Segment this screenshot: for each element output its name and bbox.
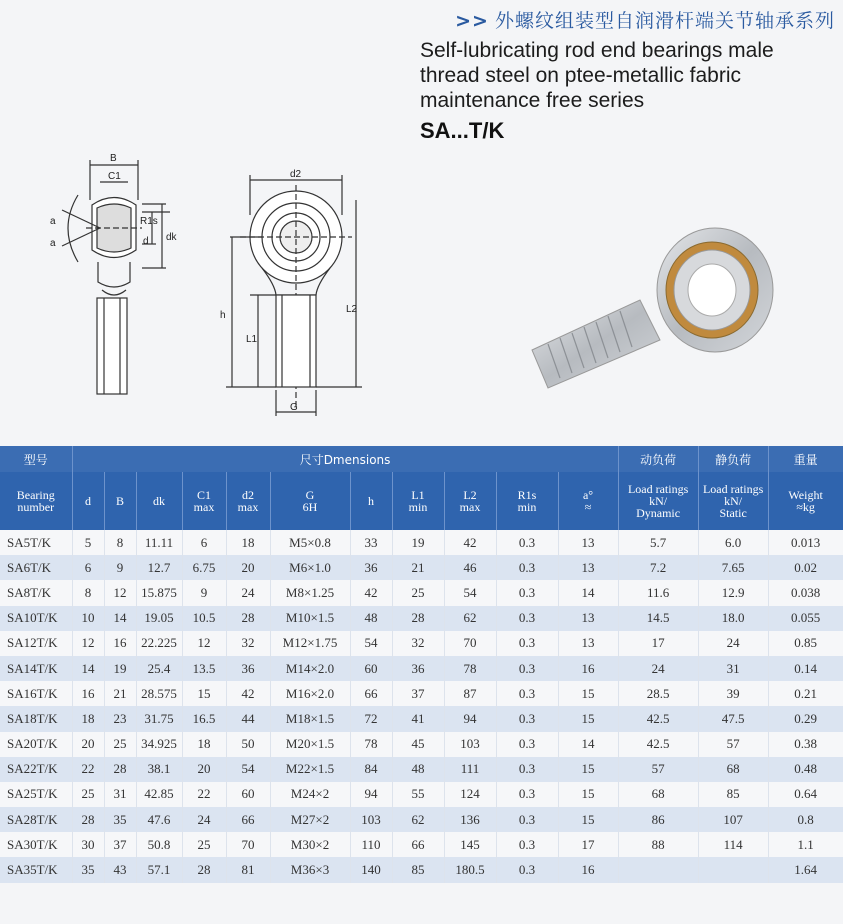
table-cell: 1.1 bbox=[768, 832, 843, 857]
table-cell: 5 bbox=[72, 530, 104, 555]
table-cell: 15 bbox=[558, 757, 618, 782]
table-cell: 13 bbox=[558, 530, 618, 555]
column-header-line2: ≈ bbox=[584, 500, 592, 514]
table-cell: 42.85 bbox=[136, 782, 182, 807]
table-cell: 0.038 bbox=[768, 580, 843, 605]
column-header bbox=[182, 472, 226, 530]
table-cell: M20×1.5 bbox=[270, 732, 350, 757]
table-cell: 36 bbox=[392, 656, 444, 681]
table-cell: 6 bbox=[182, 530, 226, 555]
table-cell: 0.3 bbox=[496, 706, 558, 731]
table-cell: 6 bbox=[72, 555, 104, 580]
table-row bbox=[0, 530, 843, 555]
table-cell: 66 bbox=[392, 832, 444, 857]
english-title-line-1: Self-lubricating rod end bearings male bbox=[420, 39, 774, 62]
table-cell: 0.85 bbox=[768, 631, 843, 656]
column-header-line1: d bbox=[85, 494, 91, 508]
table-cell: 25 bbox=[104, 732, 136, 757]
catalog-header bbox=[0, 0, 843, 440]
table-cell: 0.013 bbox=[768, 530, 843, 555]
table-cell: 31 bbox=[698, 656, 768, 681]
table-cell: 47.5 bbox=[698, 706, 768, 731]
table-cell: 12 bbox=[72, 631, 104, 656]
table-cell: 16 bbox=[72, 681, 104, 706]
table-cell: 57 bbox=[698, 732, 768, 757]
table-cell: M12×1.75 bbox=[270, 631, 350, 656]
table-cell: 39 bbox=[698, 681, 768, 706]
column-header-line1: R1s bbox=[517, 488, 537, 502]
table-row bbox=[0, 832, 843, 857]
table-row bbox=[0, 656, 843, 681]
table-cell: 14.5 bbox=[618, 606, 698, 631]
column-header bbox=[0, 472, 72, 530]
table-cell: 37 bbox=[104, 832, 136, 857]
table-cell: 35 bbox=[104, 807, 136, 832]
bearing-number-cell: SA20T/K bbox=[0, 732, 72, 757]
bearing-number-cell: SA14T/K bbox=[0, 656, 72, 681]
column-header bbox=[444, 472, 496, 530]
table-cell: 14 bbox=[72, 656, 104, 681]
table-cell: 42 bbox=[350, 580, 392, 605]
rod-end-bearing-illustration bbox=[532, 228, 773, 388]
table-cell: 20 bbox=[226, 555, 270, 580]
column-header bbox=[392, 472, 444, 530]
column-header bbox=[350, 472, 392, 530]
label-R1s: R1s bbox=[140, 216, 158, 227]
table-cell: 28.5 bbox=[618, 681, 698, 706]
column-header-line1: Weight bbox=[788, 488, 823, 502]
table-cell: 94 bbox=[350, 782, 392, 807]
table-cell: 28 bbox=[104, 757, 136, 782]
bearing-number-cell: SA22T/K bbox=[0, 757, 72, 782]
table-cell: 41 bbox=[392, 706, 444, 731]
table-cell bbox=[698, 857, 768, 882]
double-arrow-icon: >> bbox=[455, 10, 489, 32]
table-cell: 11.11 bbox=[136, 530, 182, 555]
table-cell: 11.6 bbox=[618, 580, 698, 605]
table-cell: 13 bbox=[558, 631, 618, 656]
column-header-line2: min bbox=[408, 500, 428, 514]
technical-drawings bbox=[0, 0, 843, 440]
table-cell: 0.64 bbox=[768, 782, 843, 807]
chinese-title-text: 外螺纹组装型自润滑杆端关节轴承系列 bbox=[494, 10, 835, 32]
table-cell: 15.875 bbox=[136, 580, 182, 605]
column-header bbox=[698, 472, 768, 530]
table-cell: 0.3 bbox=[496, 782, 558, 807]
table-cell: 16.5 bbox=[182, 706, 226, 731]
table-cell: 34.925 bbox=[136, 732, 182, 757]
table-cell: 21 bbox=[392, 555, 444, 580]
table-cell: 36 bbox=[226, 656, 270, 681]
table-cell: 0.3 bbox=[496, 732, 558, 757]
column-header-line2: Dynamic bbox=[636, 506, 681, 520]
table-row bbox=[0, 782, 843, 807]
table-cell: 84 bbox=[350, 757, 392, 782]
label-L1: L1 bbox=[246, 334, 258, 345]
table-cell: 1.64 bbox=[768, 857, 843, 882]
table-cell: 50 bbox=[226, 732, 270, 757]
group-dimensions: 尺寸Dmensions bbox=[72, 446, 618, 472]
table-cell: 0.3 bbox=[496, 606, 558, 631]
table-cell: 28 bbox=[182, 857, 226, 882]
label-a-lower: a bbox=[50, 238, 56, 249]
table-row bbox=[0, 606, 843, 631]
table-cell: 0.3 bbox=[496, 832, 558, 857]
column-header bbox=[496, 472, 558, 530]
table-cell: 22 bbox=[72, 757, 104, 782]
table-cell: 180.5 bbox=[444, 857, 496, 882]
table-cell: 107 bbox=[698, 807, 768, 832]
table-cell: 110 bbox=[350, 832, 392, 857]
table-cell: 28.575 bbox=[136, 681, 182, 706]
table-cell: 6.75 bbox=[182, 555, 226, 580]
column-header-line1: dk bbox=[153, 494, 165, 508]
table-cell: M24×2 bbox=[270, 782, 350, 807]
table-row bbox=[0, 757, 843, 782]
table-cell: 38.1 bbox=[136, 757, 182, 782]
table-row bbox=[0, 807, 843, 832]
column-header-line1: B bbox=[115, 494, 124, 508]
table-cell: 36 bbox=[350, 555, 392, 580]
table-cell: 57.1 bbox=[136, 857, 182, 882]
table-cell: 24 bbox=[698, 631, 768, 656]
table-cell: 19.05 bbox=[136, 606, 182, 631]
table-cell: 103 bbox=[350, 807, 392, 832]
column-header bbox=[768, 472, 843, 530]
label-B: B bbox=[110, 153, 117, 164]
table-cell: 24 bbox=[618, 656, 698, 681]
table-cell: 14 bbox=[104, 606, 136, 631]
label-h: h bbox=[220, 310, 226, 321]
bearing-number-cell: SA16T/K bbox=[0, 681, 72, 706]
table-cell: 12 bbox=[104, 580, 136, 605]
table-cell: 54 bbox=[350, 631, 392, 656]
table-cell: 0.02 bbox=[768, 555, 843, 580]
table-cell: 54 bbox=[444, 580, 496, 605]
table-cell: 85 bbox=[392, 857, 444, 882]
table-cell: 0.3 bbox=[496, 857, 558, 882]
bearing-number-cell: SA6T/K bbox=[0, 555, 72, 580]
table-cell: 57 bbox=[618, 757, 698, 782]
table-cell: 31.75 bbox=[136, 706, 182, 731]
table-cell: M36×3 bbox=[270, 857, 350, 882]
column-header-line1: L1 bbox=[411, 488, 425, 502]
table-cell: 13 bbox=[558, 555, 618, 580]
table-cell: 32 bbox=[392, 631, 444, 656]
table-cell: 43 bbox=[104, 857, 136, 882]
table-cell: 15 bbox=[558, 782, 618, 807]
table-cell: 0.3 bbox=[496, 555, 558, 580]
table-cell: 70 bbox=[226, 832, 270, 857]
table-cell bbox=[618, 857, 698, 882]
column-header bbox=[618, 472, 698, 530]
table-cell: 12.9 bbox=[698, 580, 768, 605]
table-cell: 114 bbox=[698, 832, 768, 857]
column-header-line1: a° bbox=[582, 488, 594, 502]
table-cell: 124 bbox=[444, 782, 496, 807]
table-cell: 23 bbox=[104, 706, 136, 731]
table-cell: 72 bbox=[350, 706, 392, 731]
table-cell: 44 bbox=[226, 706, 270, 731]
table-cell: 28 bbox=[392, 606, 444, 631]
table-cell: 0.3 bbox=[496, 580, 558, 605]
table-row bbox=[0, 681, 843, 706]
table-cell: 88 bbox=[618, 832, 698, 857]
label-G: G bbox=[290, 402, 298, 413]
table-cell: M5×0.8 bbox=[270, 530, 350, 555]
table-cell: 28 bbox=[72, 807, 104, 832]
table-cell: 12 bbox=[182, 631, 226, 656]
group-model: 型号 bbox=[0, 446, 72, 472]
table-cell: 13 bbox=[558, 606, 618, 631]
table-cell: 94 bbox=[444, 706, 496, 731]
table-cell: 66 bbox=[226, 807, 270, 832]
table-cell: 20 bbox=[182, 757, 226, 782]
table-cell: 9 bbox=[182, 580, 226, 605]
table-cell: M22×1.5 bbox=[270, 757, 350, 782]
table-cell: 62 bbox=[392, 807, 444, 832]
table-cell: 16 bbox=[558, 656, 618, 681]
column-header-line2: number bbox=[17, 500, 55, 514]
column-header-line2: 6H bbox=[302, 500, 318, 514]
front-view-drawing bbox=[226, 175, 362, 416]
bearing-number-cell: SA10T/K bbox=[0, 606, 72, 631]
label-L2: L2 bbox=[346, 304, 358, 315]
table-cell: 15 bbox=[558, 681, 618, 706]
column-header-line1: h bbox=[368, 494, 374, 508]
group-header-row bbox=[0, 446, 843, 472]
group-dynamic: 动负荷 bbox=[618, 446, 698, 472]
column-header-line2: ≈kg bbox=[796, 500, 815, 514]
table-cell: 28 bbox=[226, 606, 270, 631]
table-cell: 0.21 bbox=[768, 681, 843, 706]
column-header-row bbox=[0, 472, 843, 530]
table-row bbox=[0, 732, 843, 757]
table-cell: 55 bbox=[392, 782, 444, 807]
table-cell: 50.8 bbox=[136, 832, 182, 857]
table-cell: 25.4 bbox=[136, 656, 182, 681]
table-cell: 14 bbox=[558, 580, 618, 605]
table-cell: 19 bbox=[104, 656, 136, 681]
table-body bbox=[0, 530, 843, 883]
table-cell: 18 bbox=[226, 530, 270, 555]
column-header bbox=[558, 472, 618, 530]
table-cell: 60 bbox=[350, 656, 392, 681]
table-cell: 54 bbox=[226, 757, 270, 782]
table-row bbox=[0, 555, 843, 580]
table-cell: 25 bbox=[72, 782, 104, 807]
bearing-number-cell: SA25T/K bbox=[0, 782, 72, 807]
table-cell: 8 bbox=[104, 530, 136, 555]
column-header-line2: max bbox=[237, 500, 259, 514]
table-cell: 22.225 bbox=[136, 631, 182, 656]
label-dk: dk bbox=[166, 232, 177, 243]
table-cell: 24 bbox=[182, 807, 226, 832]
column-header bbox=[270, 472, 350, 530]
table-cell: 24 bbox=[226, 580, 270, 605]
table-cell: 66 bbox=[350, 681, 392, 706]
table-cell: 30 bbox=[72, 832, 104, 857]
table-cell: 10 bbox=[72, 606, 104, 631]
table-cell: 15 bbox=[558, 807, 618, 832]
table-cell: M14×2.0 bbox=[270, 656, 350, 681]
table-cell: 16 bbox=[104, 631, 136, 656]
side-view-drawing bbox=[62, 160, 170, 394]
table-row bbox=[0, 706, 843, 731]
column-header-line1: Load ratings kN/ bbox=[627, 482, 689, 508]
table-cell: 15 bbox=[182, 681, 226, 706]
table-cell: 0.3 bbox=[496, 656, 558, 681]
table-cell: 7.65 bbox=[698, 555, 768, 580]
table-cell: 9 bbox=[104, 555, 136, 580]
table-cell: M8×1.25 bbox=[270, 580, 350, 605]
table-cell: 20 bbox=[72, 732, 104, 757]
table-cell: 17 bbox=[558, 832, 618, 857]
table-cell: 48 bbox=[392, 757, 444, 782]
table-cell: 70 bbox=[444, 631, 496, 656]
bearing-number-cell: SA28T/K bbox=[0, 807, 72, 832]
table-cell: M27×2 bbox=[270, 807, 350, 832]
table-cell: 42 bbox=[444, 530, 496, 555]
column-header-line1: Load ratings kN/ bbox=[702, 482, 764, 508]
table-cell: 78 bbox=[444, 656, 496, 681]
table-cell: 81 bbox=[226, 857, 270, 882]
table-cell: 0.3 bbox=[496, 631, 558, 656]
column-header-line1: L2 bbox=[463, 488, 477, 502]
table-row bbox=[0, 631, 843, 656]
table-cell: 18 bbox=[72, 706, 104, 731]
table-cell: 18 bbox=[182, 732, 226, 757]
table-cell: 42.5 bbox=[618, 732, 698, 757]
column-header-line2: max bbox=[459, 500, 481, 514]
table-cell: 45 bbox=[392, 732, 444, 757]
english-title-line-3: maintenance free series bbox=[420, 89, 645, 112]
table-cell: 0.8 bbox=[768, 807, 843, 832]
table-row bbox=[0, 857, 843, 882]
table-cell: 13.5 bbox=[182, 656, 226, 681]
column-header-line1: C1 bbox=[196, 488, 211, 502]
table-cell: 68 bbox=[618, 782, 698, 807]
table-cell: 7.2 bbox=[618, 555, 698, 580]
bearing-number-cell: SA12T/K bbox=[0, 631, 72, 656]
table-cell: 15 bbox=[558, 706, 618, 731]
table-cell: 16 bbox=[558, 857, 618, 882]
table-cell: 86 bbox=[618, 807, 698, 832]
bearing-number-cell: SA8T/K bbox=[0, 580, 72, 605]
table-cell: 0.3 bbox=[496, 681, 558, 706]
table-cell: 5.7 bbox=[618, 530, 698, 555]
table-cell: 8 bbox=[72, 580, 104, 605]
model-series: SA...T/K bbox=[420, 118, 505, 143]
table-cell: 0.29 bbox=[768, 706, 843, 731]
table-cell: 145 bbox=[444, 832, 496, 857]
table-cell: 25 bbox=[392, 580, 444, 605]
group-weight: 重量 bbox=[768, 446, 843, 472]
table-cell: 0.38 bbox=[768, 732, 843, 757]
table-cell: 10.5 bbox=[182, 606, 226, 631]
table-cell: 6.0 bbox=[698, 530, 768, 555]
table-cell: 103 bbox=[444, 732, 496, 757]
bearing-number-cell: SA18T/K bbox=[0, 706, 72, 731]
column-header bbox=[104, 472, 136, 530]
table-cell: M6×1.0 bbox=[270, 555, 350, 580]
label-d: d bbox=[143, 236, 149, 247]
column-header bbox=[136, 472, 182, 530]
column-header bbox=[226, 472, 270, 530]
table-cell: 31 bbox=[104, 782, 136, 807]
column-header-line1: Bearing bbox=[16, 488, 55, 502]
table-cell: 18.0 bbox=[698, 606, 768, 631]
group-static: 静负荷 bbox=[698, 446, 768, 472]
column-header-line1: d2 bbox=[242, 488, 254, 502]
english-title-line-2: thread steel on ptee-metallic fabric bbox=[420, 64, 741, 87]
table-cell: 87 bbox=[444, 681, 496, 706]
table-cell: 22 bbox=[182, 782, 226, 807]
table-cell: 140 bbox=[350, 857, 392, 882]
table-cell: 0.48 bbox=[768, 757, 843, 782]
table-cell: 17 bbox=[618, 631, 698, 656]
table-cell: M10×1.5 bbox=[270, 606, 350, 631]
bearing-number-cell: SA35T/K bbox=[0, 857, 72, 882]
table-cell: M16×2.0 bbox=[270, 681, 350, 706]
table-cell: 42 bbox=[226, 681, 270, 706]
table-cell: 14 bbox=[558, 732, 618, 757]
table-cell: 42.5 bbox=[618, 706, 698, 731]
label-C1: C1 bbox=[108, 171, 121, 182]
table-cell: 12.7 bbox=[136, 555, 182, 580]
table-cell: 35 bbox=[72, 857, 104, 882]
table-cell: 0.055 bbox=[768, 606, 843, 631]
column-header-line2: min bbox=[517, 500, 537, 514]
label-d2: d2 bbox=[290, 169, 302, 180]
table-cell: 0.3 bbox=[496, 757, 558, 782]
table-cell: 0.3 bbox=[496, 530, 558, 555]
column-header bbox=[72, 472, 104, 530]
column-header-line2: Static bbox=[719, 506, 747, 520]
bearing-number-cell: SA30T/K bbox=[0, 832, 72, 857]
table-cell: 62 bbox=[444, 606, 496, 631]
table-cell: 78 bbox=[350, 732, 392, 757]
label-a-upper: a bbox=[50, 216, 56, 227]
table-cell: 136 bbox=[444, 807, 496, 832]
table-cell: 32 bbox=[226, 631, 270, 656]
table-cell: 46 bbox=[444, 555, 496, 580]
table-cell: 0.3 bbox=[496, 807, 558, 832]
table-cell: 37 bbox=[392, 681, 444, 706]
table-cell: 33 bbox=[350, 530, 392, 555]
table-cell: 47.6 bbox=[136, 807, 182, 832]
table-cell: M18×1.5 bbox=[270, 706, 350, 731]
column-header-line2: max bbox=[193, 500, 215, 514]
table-cell: 68 bbox=[698, 757, 768, 782]
table-row bbox=[0, 580, 843, 605]
table-cell: 48 bbox=[350, 606, 392, 631]
specification-table bbox=[0, 446, 843, 883]
bearing-number-cell: SA5T/K bbox=[0, 530, 72, 555]
table-cell: 0.14 bbox=[768, 656, 843, 681]
table-cell: M30×2 bbox=[270, 832, 350, 857]
column-header-line1: G bbox=[305, 488, 315, 502]
table-cell: 111 bbox=[444, 757, 496, 782]
table-cell: 19 bbox=[392, 530, 444, 555]
table-cell: 25 bbox=[182, 832, 226, 857]
table-cell: 21 bbox=[104, 681, 136, 706]
table-cell: 85 bbox=[698, 782, 768, 807]
table-cell: 60 bbox=[226, 782, 270, 807]
